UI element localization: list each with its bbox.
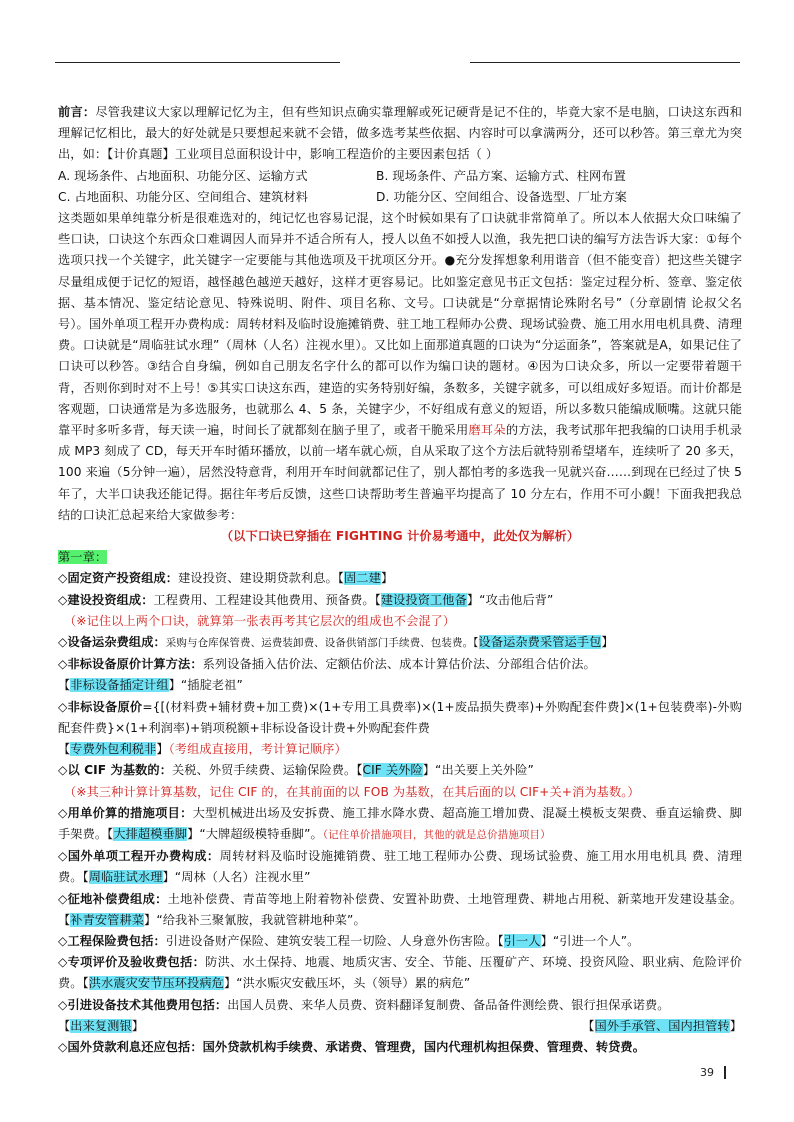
- item-term: ◇用单价算的措施项目：: [58, 805, 193, 820]
- option-b: B. 现场条件、产品方案、运输方式、柱网布置: [376, 168, 626, 183]
- item-term: ◇非标设备原价计算方法：: [58, 657, 203, 672]
- method-text-end: 的方法，我考试那年把我编的口诀用手机录成 MP3 刻成了 CD，每天开车时循环播放，以前一堵车就心烦，自从采取了这个方法后就特别希望堵车，连续听了 20 多天，100 来遍（5分钟一遍），居然没特意背，利用开车时间就都记住了，别人都怕考的多选我一见就兴奋……到现在已经过了快 5 年了，大半口诀我还能记得。据往年考后反馈，这些口诀帮助考生普遍平均提高了 10 分左右，作用不可小觑！下面我把我总结的口诀汇总起来给大家做参考：: [58, 423, 742, 522]
- mnemonic-tag: 国外手承管、国内担管转: [594, 1018, 730, 1033]
- item-term: ◇引进设备技术其他费用包括：: [58, 997, 228, 1012]
- question-options: [58, 166, 742, 208]
- item-text: 土地补偿费、青苗等地上附着物补偿费、安置补助费、土地管理费、耕地占用税、新菜地开发建设基金。【: [58, 891, 742, 927]
- item-text: 引进设备财产保险、建筑安装工程一切险、人身意外伤害险。【: [165, 933, 504, 948]
- item-text: 防洪、水土保持、地震、地质灾害、安全、节能、压覆矿产、环境、投资风险、职业病、危险评价费。【: [58, 955, 742, 991]
- item-term: ◇工程保险费包括：: [58, 933, 166, 948]
- item-text: 】: [156, 742, 169, 757]
- method-highlight: 磨耳朵: [468, 423, 506, 438]
- item-text: 大型机械进出场及安拆费、施工排水降水费、超高施工增加费、混凝土模板支架费、垂直运输费、脚手架费。【: [58, 805, 742, 841]
- page-content: [58, 102, 742, 1058]
- mnemonic-item: [58, 654, 742, 696]
- item-text: 周转材料及临时设施摊销费、驻工地工程师办公费、现场试验费、施工用水用电机具 费、清理费。【: [58, 849, 742, 885]
- mnemonic-tag: 固二建: [344, 571, 381, 586]
- item-text: 】“插腚老祖”: [168, 678, 243, 693]
- mnemonic-tag: 大排超模垂脚: [113, 826, 188, 841]
- item-text: 】“引进一个人”。: [540, 933, 640, 948]
- mnemonic-tag: CIF 关外险: [362, 763, 423, 778]
- mnemonic-tag: 设备运杂费采管运手包: [478, 635, 602, 650]
- chapter-label: 第一章：: [58, 550, 108, 565]
- mnemonic-item: [58, 760, 742, 781]
- item-term: ◇以 CIF 为基数的：: [58, 763, 172, 778]
- item-term: ◇设备运杂费组成：: [58, 635, 166, 650]
- item-text: 【: [58, 678, 71, 693]
- item-note: （※其三种计算计算基数，记住 CIF 的，在其前面的以 FOB 为基数，在其后面的以 CIF+关+消为基数。）: [64, 784, 640, 799]
- item-text: 】“攻击他后背”: [466, 592, 554, 607]
- mnemonic-tag: 引一人: [503, 933, 541, 948]
- option-d: D. 功能分区、空间组合、设备选型、厂址方案: [376, 189, 627, 204]
- item-text: 国外贷款机构手续费、承诺费、管理费，国内代理机构担保费、管理费、转贷费。: [202, 1039, 645, 1054]
- mnemonic-item: [58, 995, 742, 1016]
- option-a: A. 现场条件、占地面积、功能分区、运输方式: [58, 168, 308, 183]
- method-paragraph: [58, 208, 742, 526]
- item-note: （※记住以上两个口诀，就算第一张表再考其它层次的组成也不会混了）: [64, 613, 456, 628]
- item-text: 【: [582, 1018, 595, 1033]
- item-term: ◇非标设备原价: [58, 699, 143, 714]
- mnemonic-tag: 周临驻试水理: [88, 870, 163, 885]
- item-text: 】: [131, 1018, 145, 1033]
- preface-text: 尽管我建议大家以理解记忆为主，但有些知识点确实靠理解或死记硬背是记不住的，毕竟大家不是电脑，口诀这东西和理解记忆相比，最大的好处就是只要想起来就不会错，做多选考某些依据、内容时可以拿满两分，还可以秒答。第三章尤为突出，如：【计价真题】工业项目总面积设计中，影响工程造价的主要因素包括（ ）: [58, 105, 742, 162]
- mnemonic-item: [58, 568, 742, 589]
- header-rule-right: [470, 62, 740, 63]
- mnemonic-item: [58, 590, 742, 611]
- item-text: 【: [58, 1018, 71, 1033]
- mnemonic-item: [58, 803, 742, 846]
- mnemonic-tag: 非标设备插定计组: [70, 678, 169, 693]
- mnemonic-item: [58, 931, 742, 952]
- item-text: 】“大牌超级模特垂脚”。: [187, 826, 323, 841]
- header-rule-left: [55, 62, 340, 63]
- item-text: 建设投资、建设期贷款利息。【: [178, 571, 344, 586]
- mnemonic-tag: 补青安管耕菜: [70, 912, 145, 927]
- item-term: ◇专项评价及验收费包括：: [58, 955, 206, 970]
- item-term: ◇建设投资组成：: [58, 592, 154, 607]
- page-number-divider: [724, 1066, 726, 1079]
- mnemonic-tag: 建设投资工他备: [380, 592, 467, 607]
- item-note: （考组成直接用，考计算记顺序）: [168, 742, 347, 757]
- preface-label: 前言：: [58, 105, 96, 119]
- item-text: 】: [601, 635, 614, 650]
- item-text: 关税、外贸手续费、运输保险费。【: [172, 763, 363, 778]
- preface-paragraph: [58, 102, 742, 166]
- mnemonic-tag-row: [58, 1016, 742, 1037]
- item-term: ◇国外单项工程开办费构成：: [58, 849, 220, 864]
- mnemonic-item: [58, 952, 742, 994]
- section-subtitle: （以下口诀已穿插在 FIGHTING 计价易考通中，此处仅为解析）: [220, 529, 580, 544]
- item-text: 】“洪水赈灾安截压坏，头（领导）累的病危”: [223, 976, 471, 991]
- mnemonic-tag: 出来复测银: [70, 1018, 132, 1033]
- item-text: 】“周林（人名）注视水里”: [162, 870, 311, 885]
- mnemonic-item: [58, 1037, 742, 1058]
- tag-left: [58, 1016, 144, 1037]
- tag-right: [582, 1016, 742, 1037]
- mnemonic-item: [58, 697, 742, 761]
- item-text: 】: [380, 571, 394, 586]
- mnemonic-tag: 洪水震灾安节压环投病危: [88, 976, 224, 991]
- item-term: ◇国外贷款利息还应包括：: [58, 1039, 203, 1054]
- mnemonic-item: [58, 632, 742, 654]
- item-text: 出国人员费、来华人员费、资料翻译复制费、备品备件测绘费、银行担保承诺费。: [227, 997, 670, 1012]
- method-text: 这类题如果单纯靠分析是很难选对的，纯记忆也容易记混，这个时候如果有了口诀就非常简单了。所以本人依据大众口味编了些口诀，口诀这个东西众口难调因人而异并不适合所有人，授人以鱼不如授人以渔，我先把口诀的编写方法告诉大家：①每个选项只找一个关键字，此关键字一定要能与其他选项及干扰项区分开。●充分发挥想象利用谐音（但不能变音）把这些关键字尽量组成便于记忆的短语，越怪越色越逆天越好，这样才更容易记。比如鉴定意见书正文包括：鉴定过程分析、签章、鉴定依据、基本情况、鉴定结论意见、特殊说明、附件、项目名称、文号。口诀就是“分章据情论殊附名号”（分章剧情 论叔父名号）。国外单项工程开办费构成：周转材料及临时设施摊销费、驻工地工程师办公费、现场试验费、施工用水用电机具费、清理费。口诀就是“周临驻试水理”（周林（人名）注视水里）。又比如上面那道真题的口诀为“分运面条”，答案就是A，如果记住了口诀可以秒答。③结合自身编，例如自己朋友名字什么的都可以作为编口诀的题材。④因为口诀众多，所以一定要带着题干背，否则你到时对不上号！⑤其实口诀这东西，建造的实务特别好编，条数多，关键字就多，可以组成好多短语。而计价都是客观题，口诀通常是为多选服务，也就那么 4、5 条，关键字少，不好组成有意义的短语，所以多数只能编成顺嘴。这就只能靠平时多听多背，每天读一遍，时间长了就都刻在脑子里了，或者干脆采用: [58, 211, 742, 438]
- item-text: 工程费用、工程建设其他费用、预备费。【: [153, 592, 381, 607]
- item-text: ={[(材料费+辅材费+加工费)×(1+专用工具费率)×(1+废品损失费率)+外购配套件费]×(1+包装费率)-外购配套件费}×(1+利润率)+销项税额+非标设备设计费+外购配套件费: [58, 699, 742, 735]
- item-text: 【: [58, 742, 71, 757]
- page-number: 39: [700, 1066, 714, 1079]
- item-term: ◇征地补偿费组成：: [58, 891, 168, 906]
- mnemonic-item: [58, 846, 742, 888]
- item-note: （记住单价措施项目，其他的就是总价措施项目）: [322, 828, 551, 841]
- item-text: 】“出关要上关外险”: [422, 763, 534, 778]
- item-text: 采购与仓库保管费、运费装卸费、设备供销部门手续费、包装费。【: [165, 637, 479, 650]
- option-c: C. 占地面积、功能分区、空间组合、建筑材料: [58, 189, 309, 204]
- mnemonic-tag: 专费外包利税非: [70, 742, 157, 757]
- mnemonic-item: [58, 889, 742, 931]
- item-text: 】: [729, 1018, 742, 1033]
- item-term: ◇固定资产投资组成：: [58, 571, 179, 586]
- item-text: 系列设备插入估价法、定额估价法、成本计算估价法、分部组合估价法。: [202, 657, 596, 672]
- item-text: 】“给我补三聚氰胺，我就管耕地种菜”。: [144, 912, 366, 927]
- chapter-heading: [58, 547, 742, 568]
